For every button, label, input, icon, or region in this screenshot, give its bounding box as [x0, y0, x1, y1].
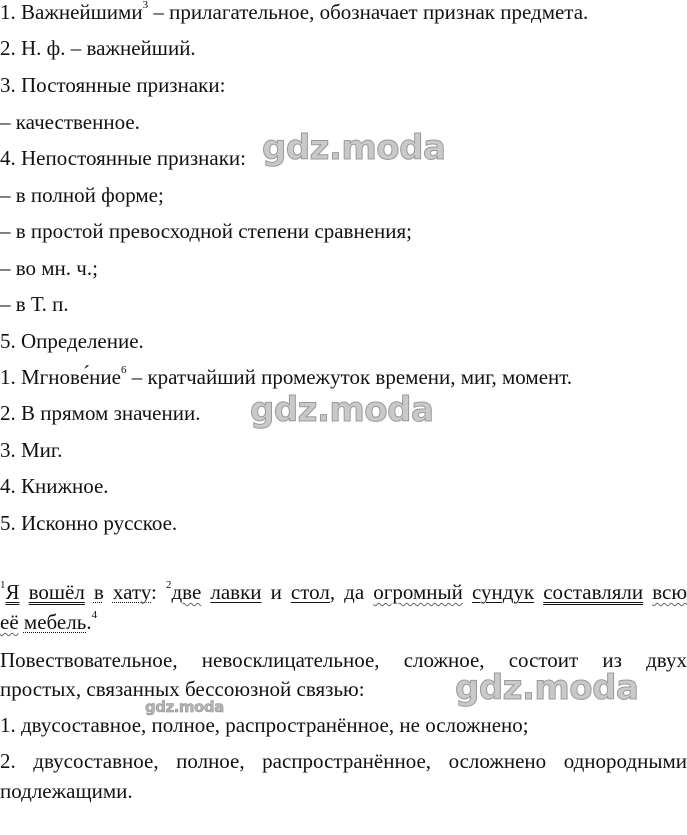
word-predicate-voshel: вошёл: [28, 580, 85, 604]
analysis1-line1: 1. Важнейшими$^3$ – прилагательное, обозначает признак предмета.: [0, 0, 589, 24]
analysis1-line6: – в полной форме;: [0, 183, 164, 207]
sentence-line1: [0, 580, 687, 604]
analysis1-line5: 4. Непостоянные признаки:: [0, 146, 246, 170]
analysis3-p2: 1. двусоставное, полное, распространённое, не осложнено;: [0, 713, 529, 737]
word-eyo: её: [0, 610, 19, 634]
analysis1-line2: 2. Н. ф. – важнейший.: [0, 36, 196, 60]
analysis3-p3-line2: подлежащими.: [0, 779, 133, 803]
analysis3-p1-line2: простых, связанных бессоюзной связью:: [0, 677, 365, 701]
analysis1-line7: – в простой превосходной степени сравнения;: [0, 219, 412, 243]
word-sostavlyali: составляли: [543, 580, 644, 604]
analysis2-line2: 2. В прямом значении.: [0, 401, 201, 425]
word-hatu-group: хату: $^2$две: [112, 579, 202, 604]
analysis1-line4: – качественное.: [0, 110, 140, 134]
analysis1-line3: 3. Постоянные признаки:: [0, 73, 226, 97]
analysis2-line3: 3. Миг.: [0, 438, 63, 462]
word-sunduk: сундук: [471, 580, 535, 604]
word-mebel: мебель: [23, 610, 87, 634]
word-vsyu: всю: [652, 580, 687, 604]
watermark-logo: gdz.moda: [455, 668, 639, 708]
analysis2-line1: 1. Мгнове́ние$^6$ – кратчайший промежуток времени, миг, момент.: [0, 364, 573, 389]
sentence-line2: её мебель.$^4$: [0, 609, 98, 634]
analysis1-line8: – во мн. ч.;: [0, 256, 98, 280]
watermark-logo: gdz.moda: [145, 698, 224, 716]
analysis1-line10: 5. Определение.: [0, 329, 144, 353]
word-v: в: [93, 580, 104, 604]
analysis2-line5: 5. Исконно русское.: [0, 511, 178, 535]
watermark-logo: gdz.moda: [250, 390, 434, 430]
analysis3-p3-line1: 2. двусоставное, полное, распространённое, осложнено однородными: [0, 749, 687, 773]
sentence-part1: $^1$Я: [0, 579, 20, 604]
analysis1-line9: – в Т. п.: [0, 292, 69, 316]
word-lavki-group: лавки и стол, да огромный: [210, 580, 463, 604]
analysis2-line4: 4. Книжное.: [0, 474, 109, 498]
analysis3-p1-line1: Повествовательное, невосклицательное, сложное, состоит из двух: [0, 648, 687, 672]
watermark-logo: gdz.moda: [262, 128, 446, 168]
